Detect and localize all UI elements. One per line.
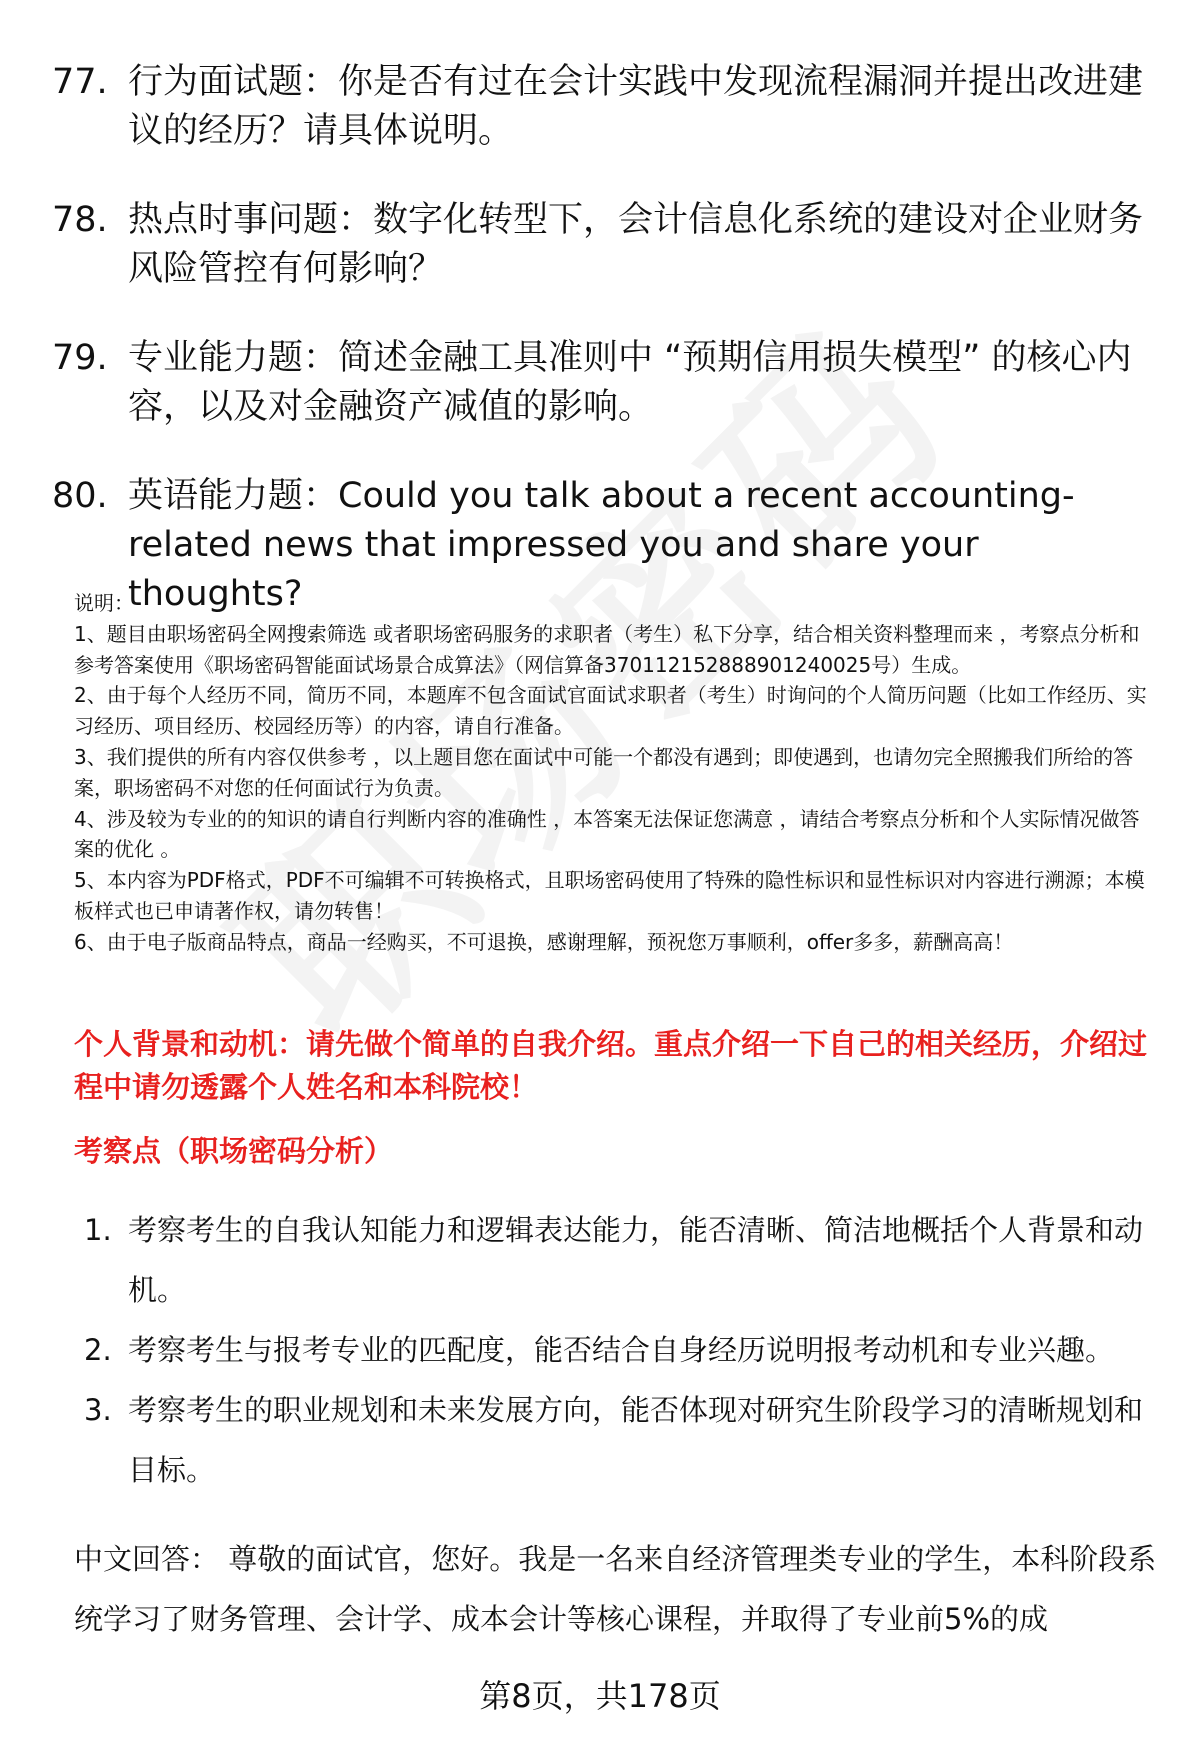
note-item: 4、涉及较为专业的的知识的请自行判断内容的准确性 ，本答案无法保证您满意 ，请结合考察点分析和个人实际情况做答案的优化 。 <box>74 806 1140 862</box>
question-number: 79. <box>52 338 108 378</box>
question-number: 78. <box>52 200 108 240</box>
note-item: 2、由于每个人经历不同，简历不同，本题库不包含面试官面试求职者（考生）时询问的个人简历问题（比如工作经历、实习经历、项目经历、校园经历等）的内容，请自行准备。 <box>74 683 1147 739</box>
exam-point-text: 考察考生的自我认知能力和逻辑表达能力，能否清晰、简洁地概括个人背景和动机。 <box>128 1213 1144 1307</box>
exam-points-title: 考察点（职场密码分析） <box>74 1134 394 1168</box>
question-text: 热点时事问题：数字化转型下，会计信息化系统的建设对企业财务风险管控有何影响？ <box>128 200 1144 289</box>
exam-point-number: 3. <box>84 1393 112 1427</box>
question-number: 77. <box>52 62 108 102</box>
note-item: 6、由于电子版商品特点，商品一经购买，不可退换，感谢理解，预祝您万事顺利，offer多多，薪酬高高！ <box>74 929 1014 954</box>
note-item: 1、题目由职场密码全网搜索筛选 或者职场密码服务的求职者（考生）私下分享，结合相关资料整理而来 ，考察点分析和参考答案使用《职场密码智能面试场景合成算法》（网信算备370112152888901240025号）生成。 <box>74 621 1140 677</box>
question-item <box>52 196 1152 294</box>
question-text: 行为面试题：你是否有过在会计实践中发现流程漏洞并提出改进建议的经历？请具体说明。 <box>128 62 1144 151</box>
exam-point-number: 1. <box>84 1213 112 1247</box>
note-item: 3、我们提供的所有内容仅供参考 ，以上题目您在面试中可能一个都没有遇到；即使遇到，也请勿完全照搬我们所给的答案，职场密码不对您的任何面试行为负责。 <box>74 744 1134 800</box>
page-number: 第8页，共178页 <box>479 1677 721 1715</box>
exam-point-text: 考察考生的职业规划和未来发展方向，能否体现对研究生阶段学习的清晰规划和目标。 <box>128 1393 1144 1487</box>
question-text: 专业能力题：简述金融工具准则中 “预期信用损失模型” 的核心内容，以及对金融资产减值的影响。 <box>128 338 1132 427</box>
exam-point-item <box>84 1200 1164 1320</box>
exam-point-number: 2. <box>84 1333 112 1367</box>
exam-points-list <box>84 1200 1164 1500</box>
question-heading: 个人背景和动机：请先做个简单的自我介绍。重点介绍一下自己的相关经历，介绍过程中请勿透露个人姓名和本科院校！ <box>74 1027 1148 1104</box>
question-number: 80. <box>52 476 108 516</box>
question-item <box>52 58 1152 156</box>
exam-point-text: 考察考生与报考专业的匹配度，能否结合自身经历说明报考动机和专业兴趣。 <box>128 1333 1115 1367</box>
question-text: 英语能力题：Could you talk about a recent accounting-related news that impressed you and share your thoughts? <box>128 476 1075 614</box>
question-list <box>52 58 1152 659</box>
notes-section <box>74 588 1159 958</box>
exam-point-item <box>84 1320 1164 1380</box>
answer-text: 中文回答： 尊敬的面试官，您好。我是一名来自经济管理类专业的学生，本科阶段系统学习了财务管理、会计学、成本会计等核心课程，并取得了专业前5%的成 <box>74 1542 1157 1636</box>
question-item <box>52 334 1152 432</box>
note-item: 5、本内容为PDF格式，PDF不可编辑不可转换格式，且职场密码使用了特殊的隐性标识和显性标识对内容进行溯源；本模板样式也已申请著作权，请勿转售！ <box>74 868 1145 923</box>
exam-point-item <box>84 1380 1164 1500</box>
notes-title: 说明： <box>74 591 134 615</box>
